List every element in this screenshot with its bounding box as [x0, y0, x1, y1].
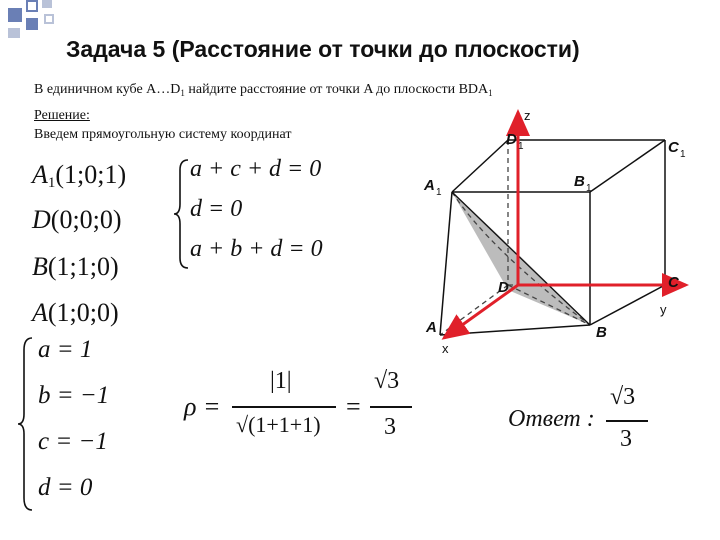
deco-square: [26, 18, 38, 30]
label-D1-sub: 1: [518, 141, 524, 152]
intro-text: Введем прямоугольную систему координат: [34, 127, 292, 142]
label-z: z: [524, 108, 531, 123]
system1-eq-3: a + b + d = 0: [190, 236, 323, 262]
label-A1-sub: 1: [436, 187, 442, 198]
point-A: A(1;0;0): [32, 298, 119, 327]
answer-denominator: 3: [620, 426, 632, 452]
point-B: B(1;1;0): [32, 252, 119, 281]
deco-square: [42, 0, 52, 8]
label-B1: B: [574, 173, 585, 190]
cube-edge: [590, 140, 665, 192]
cube-edge: [590, 285, 665, 325]
formula-numerator: |1|: [270, 368, 292, 394]
page-title: Задача 5 (Расстояние от точки до плоскости): [66, 36, 580, 62]
formula-fraction-bar-2: [370, 406, 412, 408]
formula-num2: √3: [374, 368, 400, 394]
formula-den2: 3: [384, 414, 396, 440]
deco-square: [44, 14, 54, 24]
label-y: y: [660, 302, 667, 317]
system2-eq-2: b = −1: [38, 382, 110, 409]
label-C1: C: [668, 139, 679, 156]
formula-fraction-bar: [232, 406, 336, 408]
system1-eq-2: d = 0: [190, 196, 243, 222]
problem-statement: [34, 82, 493, 98]
formula-denominator: √(1+1+1): [236, 412, 321, 437]
deco-square: [26, 0, 38, 12]
answer-label: Ответ :: [508, 406, 595, 432]
label-x: x: [442, 341, 449, 356]
section-edge: [452, 192, 590, 325]
system2-eq-3: c = −1: [38, 428, 108, 455]
solution-label: Решение:: [34, 108, 90, 123]
point-A1: $A_1(1;0;1)$: [32, 160, 127, 191]
system2-eq-4: d = 0: [38, 474, 93, 501]
cube-diagram: [410, 100, 710, 360]
system1-brace: [172, 158, 192, 270]
cube-edge: [452, 140, 508, 192]
answer-fraction-bar: [606, 420, 648, 422]
label-A1: A: [424, 177, 435, 194]
system2-eq-1: a = 1: [38, 336, 93, 363]
formula-equals: =: [346, 392, 361, 421]
problem-sub-1: 1: [180, 88, 185, 98]
label-D: D: [498, 279, 509, 296]
problem-sub-2: 1: [488, 88, 493, 98]
label-B1-sub: 1: [586, 183, 592, 194]
system2-brace: [16, 336, 36, 512]
point-D: D(0;0;0): [32, 205, 122, 234]
deco-square: [8, 28, 20, 38]
deco-square: [8, 8, 22, 22]
label-B: B: [596, 324, 607, 341]
answer-numerator: √3: [610, 384, 636, 410]
system1-eq-1: a + c + d = 0: [190, 156, 322, 182]
label-D1: D: [506, 131, 517, 148]
problem-text-2: найдите расстояние от точки A до плоскости BDA: [184, 82, 489, 97]
formula-rho: ρ =: [184, 392, 221, 421]
label-C: C: [668, 274, 679, 291]
problem-text-1: В единичном кубе A…D: [34, 82, 181, 97]
label-C1-sub: 1: [680, 149, 686, 160]
label-A: A: [426, 319, 437, 336]
cube-edge: [440, 192, 452, 335]
